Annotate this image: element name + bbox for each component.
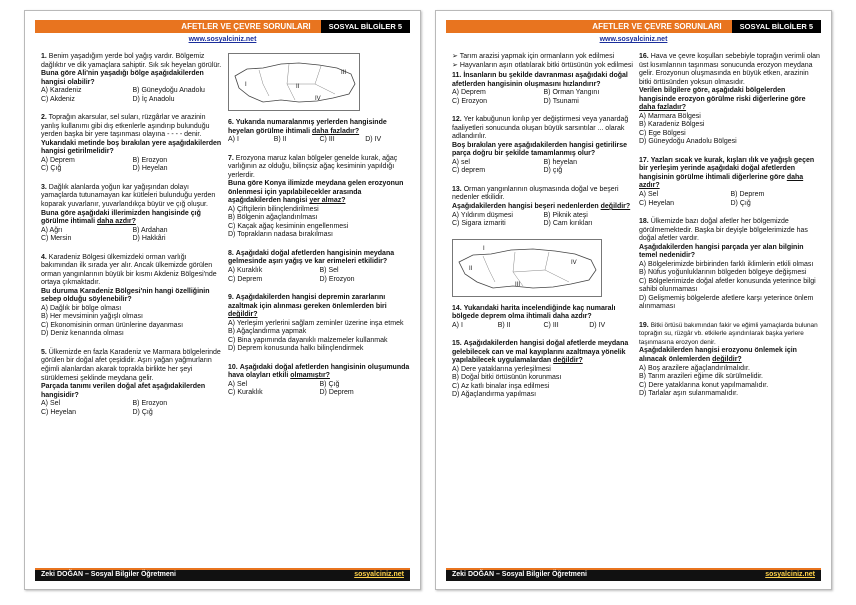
- option-c[interactable]: C) Dere yataklarına konut yapılmamalıdır.: [639, 381, 769, 389]
- option-a[interactable]: A) Sel: [639, 190, 659, 198]
- option-c[interactable]: C) Kuraklık: [228, 389, 263, 397]
- question-8: 8. Aşağıdaki doğal afetlerden hangisinin meydana gelmesinde aşırı yağış ve kar erimeleri etkilidir? A) Kuraklık B) Sel C) Deprem D) Erozyon: [228, 250, 411, 284]
- question-9: 9. Aşağıdakilerden hangisi depremin zararlarını azaltmak için alınması gereken önlemlerden biri değildir? A) Yerleşim yerlerini sağlam zeminler üzerine inşa etmek B) Ağaçlandırma yapmak C) Bina yapımında dayanıklı malzemeler kullanmak D) Deprem konusunda halkı bilinçlendirmek: [228, 294, 411, 354]
- option-b[interactable]: B) Doğal bitki örtüsünün korunması: [452, 374, 562, 382]
- option-b[interactable]: B) Ağaçlandırma yapmak: [228, 328, 307, 336]
- map-label-1: I: [483, 245, 485, 252]
- header-title: AFETLER VE ÇEVRE SORUNLARI: [592, 22, 722, 31]
- option-b[interactable]: B) heyelan: [543, 158, 577, 166]
- option-a[interactable]: A) Çiftçilerin bilinçlendirilmesi: [228, 205, 319, 213]
- option-c[interactable]: C) Ege Bölgesi: [639, 129, 686, 137]
- header-subject: SOSYAL BİLGİLER 5: [732, 20, 821, 33]
- option-c[interactable]: C) Bina yapımında dayanıklı malzemeler kullanmak: [228, 336, 388, 344]
- option-d[interactable]: D) Deniz kenarında olması: [41, 330, 124, 338]
- map-label-3: III: [341, 70, 347, 76]
- footer-author: Zeki DOĞAN – Sosyal Bilgiler Öğretmeni: [452, 571, 587, 579]
- option-d[interactable]: D) Deprem: [319, 389, 354, 397]
- option-d[interactable]: D) Erozyon: [319, 275, 355, 283]
- option-d[interactable]: D) çığ: [543, 167, 563, 175]
- question-16: 16. Hava ve çevre koşulları sebebiyle toprağın verimli olan üst kısımlarının taşınması sonucunda erozyon meydana gelir. Erozyonun oluşmasında en büyük etken, arazinin bitki örtüsünden yoksun olmasıdır. Verilen bilgilere göre, aşağıdaki bölgelerden hangisinde erozyon görülme riski diğerlerine göre daha fazladır? A) Marmara Bölgesi B) Karadeniz Bölgesi C) Ege Bölgesi D) Güneydoğu Anadolu Bölgesi: [639, 53, 822, 147]
- question-14: 14. Yukarıdaki harita incelendiğinde kaç numaralı bölgede deprem olma ihtimali daha azdır? A) I B) II C) III D) IV: [452, 305, 635, 331]
- option-d[interactable]: D) IV: [365, 136, 382, 144]
- option-c[interactable]: C) Mersin: [41, 235, 72, 243]
- option-c[interactable]: C) Az katlı binalar inşa edilmesi: [452, 382, 550, 390]
- option-a[interactable]: A) Kuraklık: [228, 266, 263, 274]
- map-label-4: IV: [315, 96, 321, 102]
- option-d[interactable]: D) Heyelan: [132, 165, 168, 173]
- turkey-map-2: [452, 239, 602, 297]
- question-3: 3. Dağlık alanlarda yoğun kar yağışından dolayı yamaçlarda tutunamayan kar kütleleri bulunduğu yerden koparak yuvarlanır, yuvarlandıkça büyür ve çığ oluşur. Buna göre aşağıdaki illerimizden hangisinde çığ görülme ihtimali daha azdır? A) Ağrı B) Ardahan C) Mersin D) Hakkâri: [41, 184, 224, 244]
- question-10: 10. Aşağıdaki doğal afetlerden hangisinin oluşumunda hava olayları etkili olmamıştır? A) Sel B) Çığ C) Kuraklık D) Deprem: [228, 363, 410, 397]
- page-left: [24, 10, 421, 590]
- bullet-item: ➢ Hayvanların aşırı otlatılarak bitki örtüsünün yok edilmesi: [452, 61, 633, 69]
- option-a[interactable]: A) Sel: [41, 400, 61, 408]
- question-4: 4. Karadeniz Bölgesi ülkemizdeki orman varlığı bakımından ilk sırada yer alır. Ancak ülkemizde görülen orman yangınlarının büyük bir kısmı Akdeniz Bölgesi'nde ortaya çıkmaktadır. Bu duruma Karadeniz Bölgesi'nin hangi özelliğinin sebep olduğu söylenebilir? A) Dağlık bir bölge olması B) Her mevsiminin yağışlı olması C) Ekonomisinin orman ürünlerine dayanması D) Deniz kenarında olması: [41, 254, 224, 339]
- option-d[interactable]: D) Çığ: [730, 199, 751, 207]
- option-b[interactable]: B) II: [273, 136, 287, 144]
- option-c[interactable]: C) Heyelan: [639, 199, 675, 207]
- option-b[interactable]: B) Güneydoğu Anadolu: [132, 87, 205, 95]
- option-a[interactable]: A) Ağrı: [41, 226, 63, 234]
- column-left: [41, 53, 224, 427]
- option-d[interactable]: D) Toprakların nadasa bırakılması: [228, 231, 333, 239]
- option-a[interactable]: A) Dağlık bir bölge olması: [41, 304, 122, 312]
- option-a[interactable]: A) sel: [452, 158, 470, 166]
- option-c[interactable]: C) Bölgelerimizde doğal afetler konusunda yeterince bilgi sahibi olunmaması: [639, 277, 816, 294]
- question-1: 1. Benim yaşadığım yerde bol yağış vardır. Bölgemiz dağlıktır ve dik yamaçlara sahiptir. Sık sık heyelan görülür. Buna göre Ali'nin yaşadığı bölge aşağıdakilerden hangisi olabilir? A) Karadeniz B) Güneydoğu Anadolu C) Akdeniz D) İç Anadolu: [41, 53, 224, 104]
- column-right: [639, 53, 822, 409]
- option-c[interactable]: C) Ekonomisinin orman ürünlerine dayanması: [41, 321, 184, 329]
- option-b[interactable]: B) Orman Yangını: [543, 89, 600, 97]
- question-11: 11. İnsanların bu şekilde davranması aşağıdaki doğal afetlerden hangisinin oluşmasını hızlandırır? A) Deprem B) Orman Yangını C) Erozyon D) Tsunami: [452, 72, 635, 106]
- question-13: 13. Orman yangınlarının oluşmasında doğal ve beşeri nedenler etkilidir. Aşağıdakilerden hangisi beşeri nedenlerden değildir? A) Yıldırım düşmesi B) Piknik ateşi C) Sigara izmariti D) Cam kırıkları: [452, 186, 635, 229]
- option-b[interactable]: B) Karadeniz Bölgesi: [639, 121, 705, 129]
- option-c[interactable]: C) Akdeniz: [41, 95, 75, 103]
- question-19: 19. Bitki örtüsü bakımından fakir ve eğimli yamaçlarda bulunan toprağın su, rüzgâr vb. etkilerle aşındırılarak başka yerlere taşınmasına erozyon denir. Aşağıdakilerden hangisi erozyonu önlemek için alınacak önlemlerden değildir? A) Boş arazilere ağaçlandırılmalıdır. B) Tarım arazileri eğime dik sürülmelidir. C) Dere yataklarına konut yapılmamalıdır. D) Tarlalar aşırı sulanmamalıdır.: [639, 322, 822, 399]
- question-6: 6. Yukarıda numaralanmış yerlerden hangisinde heyelan görülme ihtimali daha fazladır? A) I B) II C) III D) IV: [228, 119, 411, 145]
- option-c[interactable]: C) Deprem: [228, 275, 263, 283]
- option-b[interactable]: B) Her mevsiminin yağışlı olması: [41, 313, 143, 321]
- map-label-2: II: [296, 84, 300, 90]
- option-a[interactable]: A) Deprem: [41, 156, 75, 164]
- question-17: 17. Yazları sıcak ve kurak, kışları ılık ve yağışlı geçen bir yerleşim yerinde aşağıdaki doğal afetlerden hangisinin görülme ihtimali diğerlerine göre daha azdır? A) Sel B) Deprem C) Heyelan D) Çığ: [639, 157, 822, 208]
- option-d[interactable]: D) Deprem konusunda halkı bilinçlendirmek: [228, 345, 364, 353]
- option-d[interactable]: D) Çığ: [132, 408, 153, 416]
- option-b[interactable]: B) II: [497, 321, 511, 329]
- option-b[interactable]: B) Erozyon: [132, 400, 168, 408]
- question-2: 2. Toprağın akarsular, sel suları, rüzgârlar ve arazinin yanlış kullanımı gibi dış etkenlerle aşındırıp bulunduğu yerden başka bir yere taşınması olayına - - - - denir. Yukarıdaki metinde boş bırakılan yere aşağıdakilerden hangisi getirilmelidir? A) Deprem B) Erozyon C) Çığ D) Heyelan: [41, 114, 224, 174]
- option-b[interactable]: B) Sel: [319, 266, 339, 274]
- option-b[interactable]: B) Tarım arazileri eğime dik sürülmelidir.: [639, 373, 763, 381]
- option-a[interactable]: A) Marmara Bölgesi: [639, 112, 701, 120]
- option-c[interactable]: C) III: [543, 321, 559, 329]
- option-c[interactable]: C) Sigara izmariti: [452, 220, 506, 228]
- option-a[interactable]: A) I: [228, 136, 239, 144]
- footer-website-link[interactable]: sosyalciniz.net: [354, 571, 404, 579]
- turkey-map-1: [228, 53, 360, 111]
- option-a[interactable]: A) I: [452, 321, 463, 329]
- map-label-2: II: [469, 265, 473, 272]
- page-header: [446, 20, 821, 33]
- option-a[interactable]: A) Bölgelerimizde birbirinden farklı iklimlerin etkili olması: [639, 260, 814, 268]
- header-title: AFETLER VE ÇEVRE SORUNLARI: [181, 22, 311, 31]
- map-label-4: IV: [571, 259, 577, 266]
- option-a[interactable]: A) Yıldırım düşmesi: [452, 211, 513, 219]
- option-a[interactable]: A) Karadeniz: [41, 87, 82, 95]
- option-b[interactable]: B) Nüfus yoğunluklarının bölgeden bölgeye değişmesi: [639, 269, 807, 277]
- option-d[interactable]: D) Gelişmemiş bölgelerde afetlere karşı yeterince önlem alınmaması: [639, 294, 814, 311]
- option-c[interactable]: C) Erozyon: [452, 97, 488, 105]
- map-outline: [229, 54, 361, 112]
- question-7: 7. Erozyona maruz kalan bölgeler genelde kurak, ağaç varlığının az olduğu, bilinçsiz ağaç kesiminin yapıldığı yerlerdir. Buna göre Konya ilimizde meydana gelen erozyonun önlenmesi için yapılabilecekler arasında aşağıdakilerden hangisi yer almaz? A) Çiftçilerin bilinçlendirilmesi B) Bölgenin ağaçlandırılması C) Kaçak ağaç kesiminin engellenmesi D) Toprakların nadasa bırakılması: [228, 155, 411, 240]
- page-header: [35, 20, 410, 33]
- column-right: [228, 53, 411, 408]
- footer-website-link[interactable]: sosyalciniz.net: [765, 571, 815, 579]
- option-d[interactable]: D) Ağaçlandırma yapılması: [452, 391, 537, 399]
- question-15: 15. Aşağıdakilerden hangisi doğal afetlerde meydana gelebilecek can ve mal kayıplarını azaltmaya yönelik yapılabilecek uygulamalardan değildir? A) Dere yataklarına yerleşilmesi B) Doğal bitki örtüsünün korunması C) Az katlı binalar inşa edilmesi D) Ağaçlandırma yapılması: [452, 340, 635, 400]
- question-18: 18. Ülkemizde bazı doğal afetler her bölgemizde görülmemektedir. Başka bir deyişle bölgelerimizde has doğal afetler vardır. Aşağıdakilerden hangisi parçada yer alan bilginin temel nedenidir? A) Bölgelerimizde birbirinden farklı iklimlerin etkili olması B) Nüfus yoğunluklarının bölgeden bölgeye değişmesi C) Bölgelerimizde doğal afetler konusunda yeterince bilgi sahibi olunmaması D) Gelişmemiş bölgelerde afetlere karşı yeterince önlem alınmaması: [639, 218, 822, 312]
- option-b[interactable]: B) Deprem: [730, 190, 765, 198]
- bullet-item: ➢ Tarım arazisi yapmak için ormanların yok edilmesi: [452, 53, 615, 60]
- option-a[interactable]: A) Sel: [228, 380, 248, 388]
- website-link[interactable]: www.sosyalciniz.net: [188, 36, 257, 43]
- page-footer: [446, 568, 821, 581]
- header-subject: SOSYAL BİLGİLER 5: [321, 20, 410, 33]
- page-right: [435, 10, 832, 590]
- option-d[interactable]: D) Cam kırıkları: [543, 220, 593, 228]
- map-label-3: III: [515, 281, 521, 288]
- column-left: [452, 53, 635, 410]
- option-d[interactable]: D) Güneydoğu Anadolu Bölgesi: [639, 138, 737, 146]
- map-label-1: I: [245, 82, 247, 88]
- website-link[interactable]: www.sosyalciniz.net: [599, 36, 668, 43]
- option-c[interactable]: C) deprem: [452, 167, 486, 175]
- option-d[interactable]: D) Tsunami: [543, 97, 579, 105]
- page-footer: [35, 568, 410, 581]
- option-c[interactable]: C) Heyelan: [41, 408, 77, 416]
- option-d[interactable]: D) Hakkâri: [132, 235, 166, 243]
- option-a[interactable]: A) Dere yataklarına yerleşilmesi: [452, 365, 551, 373]
- option-a[interactable]: A) Deprem: [452, 89, 486, 97]
- option-b[interactable]: B) Piknik ateşi: [543, 211, 588, 219]
- option-b[interactable]: B) Bölgenin ağaçlandırılması: [228, 214, 318, 222]
- option-d[interactable]: D) IV: [589, 321, 606, 329]
- option-d[interactable]: D) Tarlalar aşırı sulanmamalıdır.: [639, 390, 739, 398]
- footer-author: Zeki DOĞAN – Sosyal Bilgiler Öğretmeni: [41, 571, 176, 579]
- question-5: 5. Ülkemizde en fazla Karadeniz ve Marmara bölgelerinde görülen bir doğal afet çeşididir. Aşırı yağan yağmurların eğimli alanlardan akarak toprakla birlikte her şeyi sürüklemesi şeklinde meydana gelir. Parçada tanımı verilen doğal afet aşağıdakilerden hangisidir? A) Sel B) Erozyon C) Heyelan D) Çığ: [41, 349, 224, 417]
- option-b[interactable]: B) Ardahan: [132, 226, 168, 234]
- option-c[interactable]: C) III: [319, 136, 335, 144]
- option-d[interactable]: D) İç Anadolu: [132, 95, 175, 103]
- option-b[interactable]: B) Erozyon: [132, 156, 168, 164]
- option-a[interactable]: A) Yerleşim yerlerini sağlam zeminler üzerine inşa etmek: [228, 319, 404, 327]
- question-12: 12. Yer kabuğunun kırılıp yer değiştirmesi veya yanardağ faaliyetleri sonucunda oluşan büyük sarsıntılar ... olarak adlandırılır. Boş bırakılan yere aşağıdakilerden hangisi getirilirse parça doğru bir şekilde tamamlanmış olur? A) sel B) heyelan C) deprem D) çığ: [452, 116, 635, 176]
- option-c[interactable]: C) Çığ: [41, 165, 62, 173]
- bullet-list: [452, 53, 635, 70]
- option-c[interactable]: C) Kaçak ağaç kesiminin engellenmesi: [228, 222, 349, 230]
- option-a[interactable]: A) Boş arazilere ağaçlandırılmalıdır.: [639, 364, 750, 372]
- map-outline: [453, 240, 603, 298]
- option-b[interactable]: B) Çığ: [319, 380, 340, 388]
